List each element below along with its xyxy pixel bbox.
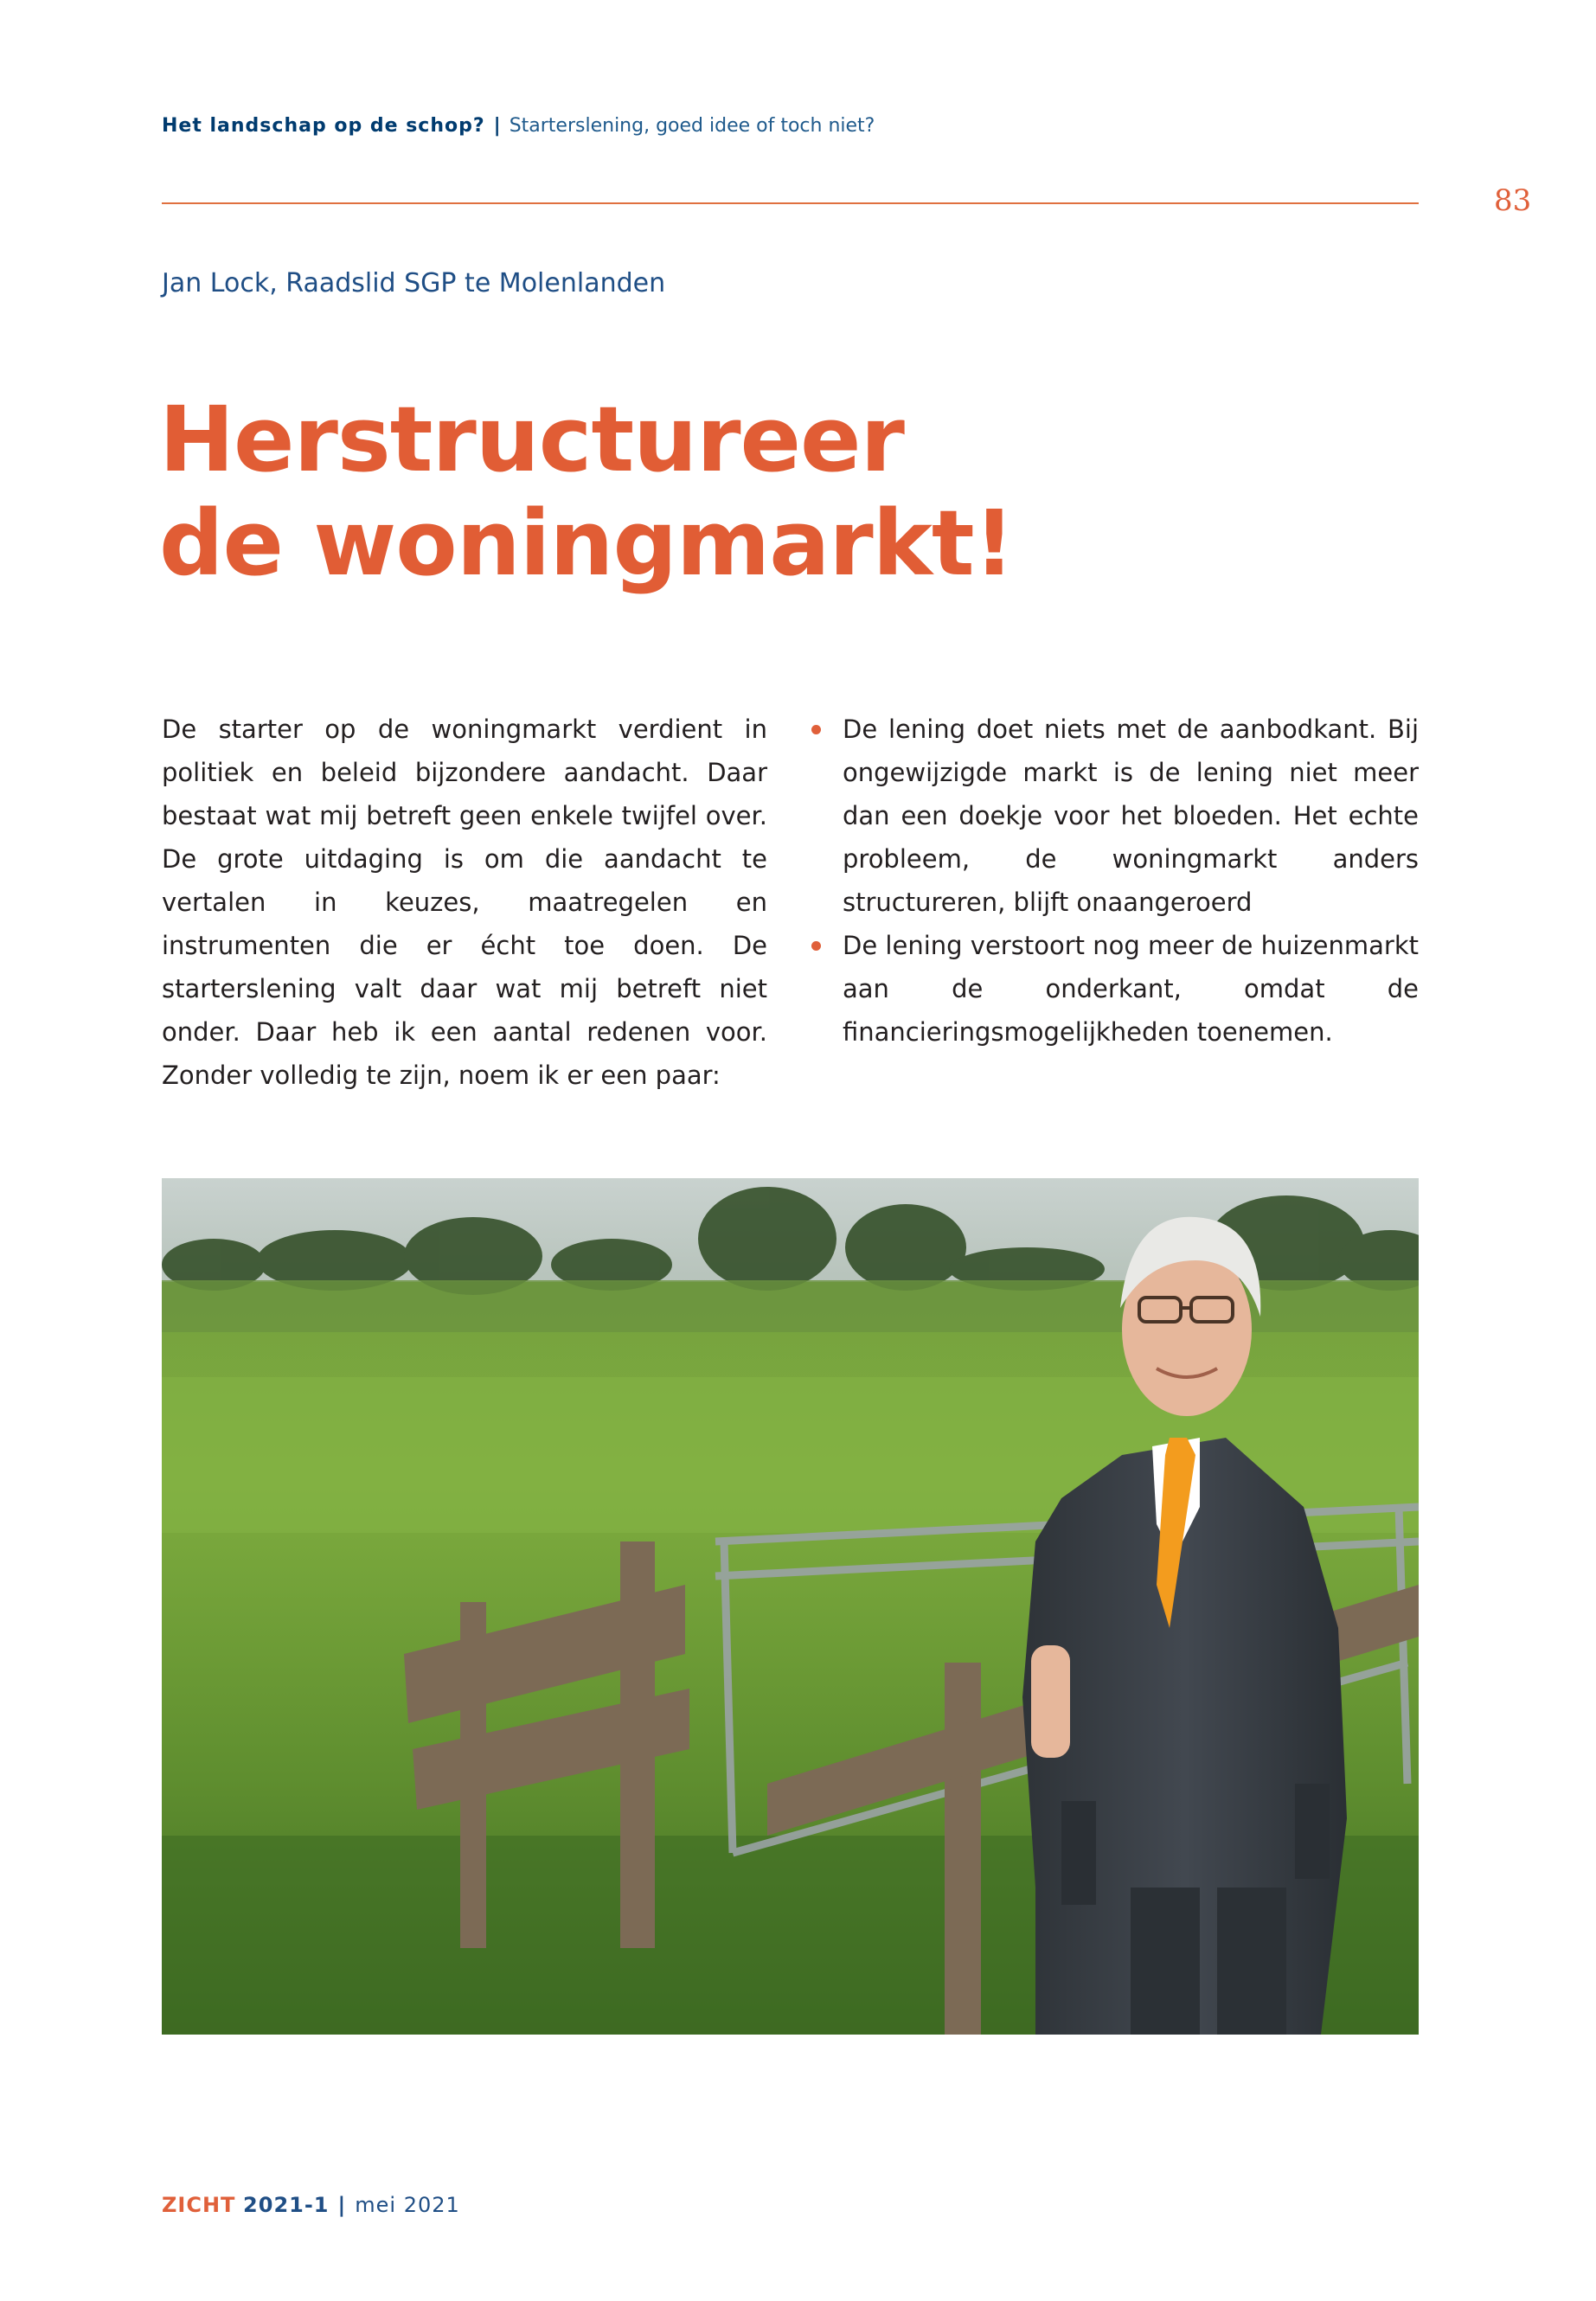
bullet-text: De lening doet niets met de aanbodkant. Bij ongewijzigde markt is de lening niet meer dan een doekje voor het bloeden. Het echte probleem, de woningmarkt anders structureren, blijft onaangeroerd [843, 715, 1419, 917]
intro-paragraph: De starter op de woningmarkt verdient in politiek en beleid bijzondere aandacht. Daar bestaat wat mij betreft geen enkele twijfel over. De grote uitdaging is om die aandacht te vertalen in keuzes, maatregelen en instrumenten die er écht toe doen. De starterslening valt daar wat mij betreft niet onder. Daar heb ik een aantal redenen voor. Zonder volledig te zijn, noem ik er een paar: [162, 715, 767, 1090]
footer-separator: | [337, 2193, 347, 2217]
header-section-title: Het landschap op de schop? [162, 115, 485, 137]
running-header [162, 115, 875, 137]
bullet-dot-icon [811, 941, 821, 951]
bullet-item [843, 708, 1419, 924]
footer-brand: ZICHT [162, 2193, 236, 2217]
bullet-dot-icon [811, 725, 821, 734]
article-title [159, 388, 1014, 595]
bullet-list [843, 708, 1419, 1054]
page-footer [162, 2193, 460, 2217]
header-rule [162, 202, 1419, 204]
footer-date: mei 2021 [355, 2193, 460, 2217]
bullet-text: De lening verstoort nog meer de huizenmarkt aan de onderkant, omdat de financieringsmogelijkheden toenemen. [843, 931, 1419, 1047]
header-separator: | [493, 115, 501, 137]
footer-issue: 2021-1 [243, 2193, 330, 2217]
title-line-1: Herstructureer [159, 387, 904, 492]
title-line-2: de woningmarkt! [159, 490, 1015, 596]
bullet-column [843, 708, 1419, 1054]
page-number: 83 [1494, 183, 1532, 218]
bullet-item [843, 924, 1419, 1054]
portrait-photo [162, 1178, 1419, 2035]
author-byline: Jan Lock, Raadslid SGP te Molenlanden [162, 268, 666, 298]
header-subtitle: Starterslening, goed idee of toch niet? [509, 115, 875, 137]
